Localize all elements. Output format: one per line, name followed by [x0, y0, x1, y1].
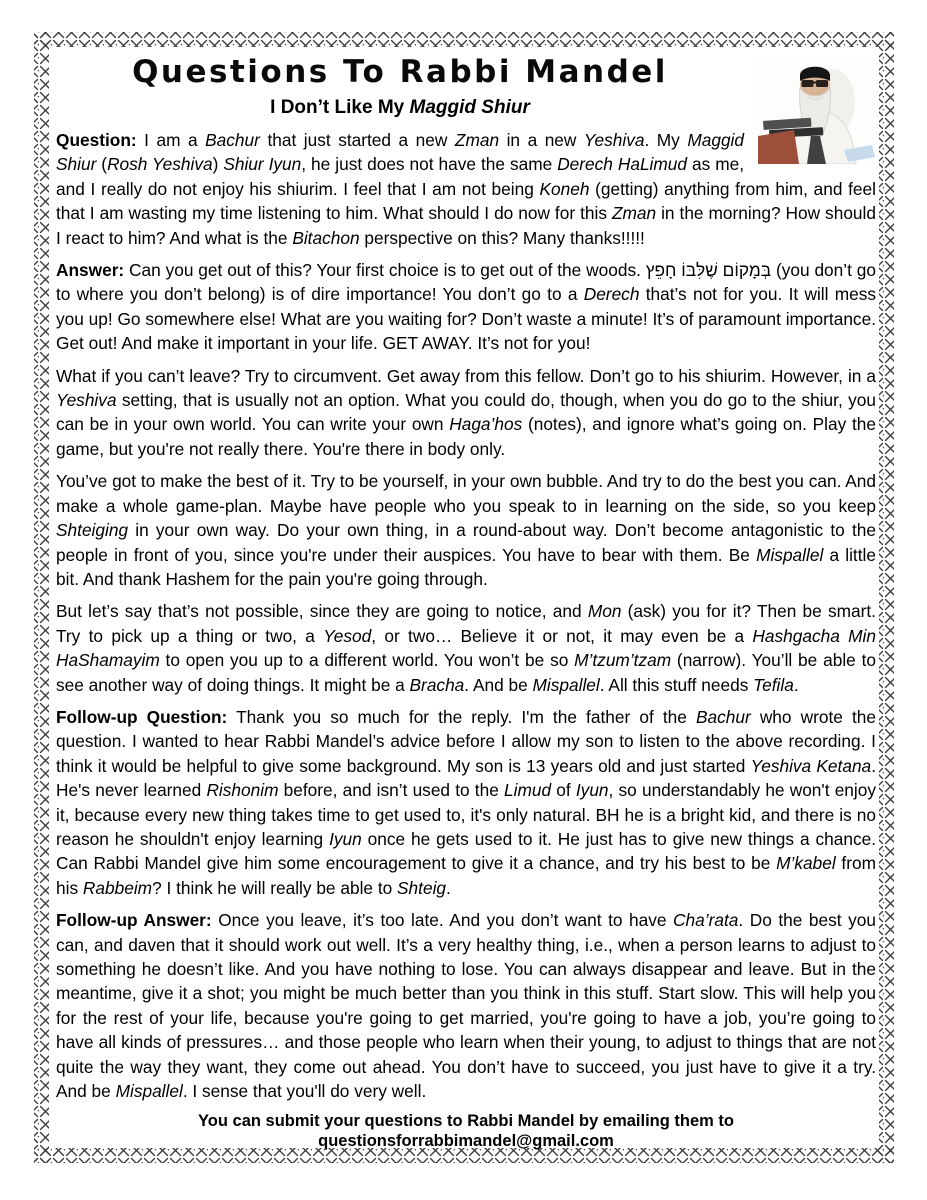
submission-footer: You can submit your questions to Rabbi Mandel by emailing them to questionsforrabbimandel@gmail.com	[198, 1112, 734, 1151]
border-left	[34, 32, 49, 1163]
answer-paragraph-4: But let’s say that’s not possible, since they are going to notice, and Mon (ask) you for it? Then be smart. Try to pick up a thing or two, a Yesod, or two… Believe it or not, it may even be a Hashgacha Min HaShamayim to open you up to a different world. You won’t be so M’tzum’tzam (narrow). You’ll be able to see another way of doing things. It might be a Bracha. And be Mispallel. All this stuff needs Tefila.	[56, 601, 877, 695]
page-title: Questions To Rabbi Mandel	[132, 54, 668, 90]
question-paragraph: Question: I am a Bachur that just started a new Zman in a new Yeshiva. My Maggid Shiur (Rosh Yeshiva) Shiur Iyun, he just does not have the same Derech HaLimud as me, and I really do not enjoy his shiurim. I feel that I am not being Koneh (getting) anything from him, and feel that I am wasting my time listening to him. What should I do now for this Zman in the morning? How should I react to him? And what is the Bitachon perspective on this? Many thanks!!!!!	[56, 130, 876, 248]
rabbi-photo	[758, 56, 876, 164]
document-content	[56, 54, 876, 1151]
answer-paragraph: Answer: Can you get out of this? Your first choice is to get out of the woods. בְּמָקוֹם שֶׁלִּבּוֹ חָפֵץ (you don’t go to where you don’t belong) is of dire importance! You don’t go to a Derech that’s not for you. It will mess you up! Go somewhere else! What are you waiting for? Don’t waste a minute! It’s of paramount importance. Get out! And make it important in your life. GET AWAY. It’s not for you!	[56, 260, 877, 354]
rabbi-photo-illustration	[758, 56, 876, 164]
border-top	[34, 32, 894, 47]
followup-answer-paragraph: Follow-up Answer: Once you leave, it’s too late. And you don’t want to have Cha’rata. Do the best you can, and daven that it should work out well. It’s a very healthy thing, i.e., when a person learns to adjust to something he doesn’t like. And you have nothing to lose. You can always disappear and leave. But in the meantime, give it a shot; you might be much better than you think in this stuff. Start slow. This will help you for the rest of your life, because you're going to get married, you're going to have a job, you’re going to have all kinds of pressures… and those people who learn when their young, to adjust to things that are not quite the way they want, they come out ahead. You don’t have to succeed, you just have to give it a try. And be Mispallel. I sense that you'll do very well.	[56, 910, 876, 1102]
answer-paragraph-3: You’ve got to make the best of it. Try to be yourself, in your own bubble. And try to do the best you can. And make a whole game-plan. Maybe have people who you speak to in learning on the side, so you keep Shteiging in your own way. Do your own thing, in a round-about way. Don’t become antagonistic to the people in front of you, since you're under their auspices. You have to bear with them. Be Mispallel a little bit. And thank Hashem for the pain you're going through.	[56, 471, 876, 589]
answer-paragraph-2: What if you can’t leave? Try to circumvent. Get away from this fellow. Don’t go to his shiurim. However, in a Yeshiva setting, that is usually not an option. What you could do, though, when you do go to the shiur, you can be in your own world. You can write your own Haga’hos (notes), and ignore what’s going on. Play the game, but you're not really there. You're there in body only.	[56, 365, 876, 459]
subtitle: I Don’t Like My Maggid Shiur	[270, 97, 530, 118]
border-right	[879, 32, 894, 1163]
followup-question-paragraph: Follow-up Question: Thank you so much for the reply. I'm the father of the Bachur who wrote the question. I wanted to hear Rabbi Mandel’s advice before I allow my son to listen to the above recording. I think it would be helpful to give some background. My son is 13 years old and just started Yeshiva Ketana. He's never learned Rishonim before, and isn’t used to the Limud of Iyun, so understandably he won't enjoy it, because every new thing takes time to get used to, it's only natural. BH he is a bright kid, and there is no reason he shouldn't enjoy learning Iyun once he gets used to it. He just has to give new things a chance. Can Rabbi Mandel give him some encouragement to give it a chance, and try his best to be M’kabel from his Rabbeim? I think he will really be able to Shteig.	[56, 706, 877, 898]
